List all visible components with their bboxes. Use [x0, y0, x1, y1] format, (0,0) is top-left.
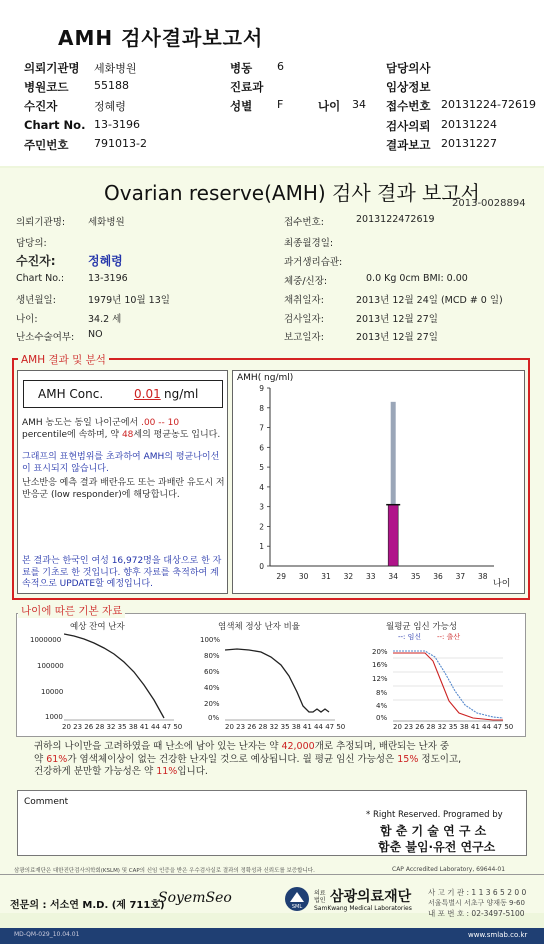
accession-value: 20131224-72619 — [441, 98, 536, 111]
basic-section-label: 나이에 따른 기본 자료 — [18, 603, 125, 618]
clinical-info-label: 임상정보 — [386, 80, 431, 94]
cap-text: CAP Accredited Laboratory, 69644-01 — [392, 866, 506, 873]
summary-part: 건강하게 분만할 가능성은 약 — [34, 766, 154, 777]
x-tick-label: 33 — [366, 572, 376, 581]
recv-no-value: 2013122472619 — [356, 214, 435, 225]
y-tick-label: 3 — [259, 502, 264, 512]
y-tick-label: 1 — [259, 542, 264, 552]
chart-ylabel: AMH( ng/ml) — [237, 373, 294, 383]
chart-no-label: Chart No. — [24, 118, 86, 132]
footer-bar — [0, 928, 544, 944]
g1-ytick: 1000000 — [30, 636, 62, 644]
foundation-name: 삼광의료재단 — [330, 889, 412, 905]
age-label: 나이 — [318, 99, 341, 113]
lmp-label: 최종월경일: — [284, 238, 334, 249]
x-tick-label: 29 — [276, 572, 286, 581]
doctor-label: 담당의사 — [386, 61, 431, 75]
hospital-code-value: 55188 — [94, 79, 129, 92]
foundation-prefix: 의료법인 — [314, 890, 326, 904]
req-org-label: 의뢰기관명: — [16, 217, 66, 228]
svg-text:SML: SML — [291, 904, 303, 910]
y-tick-label: 9 — [259, 384, 264, 393]
accession-label: 접수번호 — [386, 99, 431, 113]
birthdate-label: 생년월일: — [16, 295, 56, 306]
y-tick-label: 8 — [259, 403, 264, 413]
chartno-value: 13-3196 — [88, 273, 128, 284]
age-value: 34 — [352, 98, 366, 111]
ward-value: 6 — [277, 60, 284, 73]
doctor-signature-line: 전문의 : 서소연 M.D. (제 711호) — [10, 900, 165, 911]
report-date-label: 결과보고 — [386, 138, 431, 152]
request-date-label: 검사의뢰 — [386, 119, 431, 133]
form-code: MD-QM-029_10.04.01 — [14, 931, 80, 938]
contact-3: 내 포 번 호 : 02-3497-5100 — [428, 909, 525, 918]
footer-divider — [0, 874, 544, 875]
surgery-value: NO — [88, 329, 103, 340]
basic-summary — [34, 741, 524, 779]
g3-ytick: 20% — [372, 648, 388, 656]
g2-ytick: 80% — [204, 652, 220, 660]
request-date-value: 20131224 — [441, 118, 497, 131]
g2-ytick: 100% — [200, 636, 221, 644]
y-tick-label: 5 — [259, 463, 264, 473]
x-tick-label: 30 — [298, 572, 309, 581]
amh-bar — [388, 505, 398, 566]
collection-date-value: 2013년 12월 24일 (MCD # 0 일) — [356, 295, 503, 306]
website: www.smlab.co.kr — [468, 931, 528, 939]
summary-part: 입니다. — [177, 766, 208, 777]
summary-part: 약 — [34, 753, 44, 765]
comment-label: Comment — [24, 797, 69, 807]
g3-ytick: 4% — [376, 702, 388, 710]
chart-xlabel: 나이 — [493, 579, 511, 589]
g3-xticks: 20 23 26 28 32 35 38 41 44 47 50 — [393, 723, 514, 731]
report-number: 2013-0028894 — [452, 198, 526, 209]
g1-ytick: 10000 — [41, 688, 64, 696]
id-number-label: 주민번호 — [24, 138, 69, 152]
birth-rate: 11% — [156, 766, 178, 777]
menstrual-history-label: 과거생리습관: — [284, 257, 343, 268]
recv-no-label: 접수번호: — [284, 217, 324, 228]
amh-conc-box — [23, 380, 223, 408]
page-title: AMH 검사결과보고서 — [58, 26, 264, 50]
g3-ytick: 16% — [372, 661, 388, 669]
g3-curves — [393, 645, 503, 723]
normal-egg-rate: 61% — [46, 753, 68, 765]
amh-section-label: AMH 결과 및 분석 — [18, 352, 109, 367]
foundation-logo-icon — [284, 886, 310, 912]
desc-part: AMH 농도는 동일 나이군에서 — [22, 418, 139, 428]
remaining-eggs: 42,000 — [281, 741, 315, 752]
g3-legend-pregnancy: --: 임신 — [398, 633, 422, 641]
age2-value: 34.2 세 — [88, 314, 122, 325]
y-tick-label: 2 — [259, 522, 264, 532]
g2-curve — [225, 632, 335, 722]
hospital-name-label: 의뢰기관명 — [24, 61, 80, 75]
g2-xticks: 20 23 26 28 32 35 38 41 44 47 50 — [225, 723, 346, 731]
contact-1: 사 고 기 관 : 1 1 3 6 5 2 0 0 — [428, 888, 527, 897]
chart-no-value: 13-3196 — [94, 118, 140, 131]
g3-ytick: 0% — [376, 714, 388, 722]
summary-part: 정도이고, — [421, 753, 462, 765]
signature: SoyemSeo — [158, 890, 232, 906]
amh-percentile-text — [22, 418, 226, 441]
desc-part: percentile에 속하며, 약 — [22, 429, 120, 440]
g2-title: 염색체 정상 난자 비율 — [218, 622, 301, 632]
g1-title: 예상 잔여 난자 — [70, 622, 125, 632]
percentile-range: .00 -- 10 — [141, 418, 180, 428]
g1-ytick: 100000 — [37, 662, 64, 670]
y-tick-label: 6 — [259, 443, 264, 453]
equivalent-age: 48 — [121, 429, 134, 440]
contact-2: 서울특별시 서초구 양재동 9-60 — [428, 899, 525, 907]
chartno-label: Chart No.: — [16, 273, 65, 284]
amh-conc-unit: ng/ml — [164, 387, 199, 401]
collection-date-label: 채취일자: — [284, 295, 324, 306]
age2-label: 나이: — [16, 314, 38, 325]
birthdate-value: 1979년 10월 13일 — [88, 295, 170, 306]
amh-bar — [391, 402, 396, 505]
rights-text: * Right Reserved. Programed by — [366, 810, 503, 820]
amh-conc-value: 0.01 — [134, 387, 161, 401]
x-tick-label: 34 — [388, 572, 398, 581]
g1-ytick: 1000 — [45, 713, 63, 721]
x-tick-label: 31 — [321, 572, 331, 581]
weight-height-label: 체중/신장: — [284, 276, 328, 287]
amh-range-note: 그래프의 표현범위를 초과하여 AMH의 평균나이선이 표시되지 않습니다. — [22, 452, 220, 474]
g3-title: 월평균 임신 가능성 — [386, 622, 458, 632]
x-tick-label: 37 — [455, 572, 466, 581]
x-tick-label: 36 — [433, 572, 443, 581]
g2-ytick: 60% — [204, 668, 220, 676]
org-name-1: 함 춘 기 술 연 구 소 — [380, 824, 487, 838]
patient-value: 정혜령 — [94, 100, 126, 113]
patient-name-value: 정혜령 — [88, 254, 123, 268]
y-tick-label: 7 — [259, 423, 264, 433]
sex-label: 성별 — [230, 99, 253, 113]
x-tick-label: 35 — [410, 572, 421, 581]
ward-label: 병동 — [230, 61, 253, 75]
g2-ytick: 40% — [204, 684, 220, 692]
weight-height-value: 0.0 Kg 0cm BMI: 0.00 — [366, 273, 468, 284]
sex-value: F — [277, 98, 284, 111]
report-title: Ovarian reserve(AMH) 검사 결과 보고서 — [104, 181, 480, 205]
org-name-2: 함춘 불임·유전 연구소 — [378, 840, 496, 854]
desc-part: 입니다. — [191, 429, 221, 440]
g2-ytick: 20% — [204, 700, 220, 708]
amh-conc-label: AMH Conc. — [38, 387, 104, 401]
patient-label: 수진자 — [24, 99, 58, 113]
g3-ytick: 12% — [372, 675, 388, 683]
summary-part: 귀하의 나이만을 고려하였을 때 난소에 남아 있는 난자는 약 — [34, 741, 279, 752]
test-date-label: 검사일자: — [284, 314, 324, 325]
amh-bar-chart — [232, 380, 525, 588]
x-tick-label: 38 — [478, 572, 488, 581]
foundation-name-en: SamKwang Medical Laboratories — [314, 905, 412, 912]
cert-text: 삼광의료재단은 대한진단검사의학회(KSLM) 및 CAP의 신임 인증을 받은 우수검사실로 결과의 정확성과 신뢰도를 보증합니다. — [14, 868, 315, 874]
g2-ytick: 0% — [208, 714, 220, 722]
req-org-value: 세화병원 — [88, 217, 125, 228]
g3-legend-birth: --: 출산 — [437, 633, 461, 641]
hospital-code-label: 병원코드 — [24, 80, 69, 94]
amh-data-note: 본 결과는 한국인 여성 16,972명을 대상으로 한 자료를 기초로 한 것입니다. 향후 자료를 축적하여 계속적으로 UPDATE할 예정입니다. — [22, 556, 222, 589]
physician-label: 담당의: — [16, 238, 47, 249]
g1-xticks: 20 23 26 28 32 35 38 41 44 47 50 — [62, 723, 183, 731]
x-tick-label: 32 — [343, 572, 354, 581]
surgery-label: 난소수술여부: — [16, 332, 75, 343]
y-tick-label: 4 — [259, 482, 264, 492]
g3-ytick: 8% — [376, 689, 388, 697]
report-date-value: 20131227 — [441, 137, 497, 150]
amh-response-text: 난소반응 예측 결과 배란유도 또는 과배란 유도시 저반응군 (low responder)에 해당합니다. — [22, 478, 225, 500]
g1-curve — [64, 632, 174, 722]
test-date-value: 2013년 12월 27일 — [356, 314, 438, 325]
report-date2-value: 2013년 12월 27일 — [356, 332, 438, 343]
patient-name-label: 수진자: — [16, 254, 56, 268]
summary-part: 가 염색체이상이 없는 건강한 난자일 것으로 예상됩니다. 월 평균 임신 가능성은 — [67, 753, 395, 765]
id-number-value: 791013-2 — [94, 137, 147, 150]
pregnancy-rate: 15% — [397, 753, 419, 765]
hospital-name-value: 세화병원 — [94, 62, 137, 75]
desc-part: 세의 평균농도 — [133, 429, 189, 440]
report-date2-label: 보고일자: — [284, 332, 324, 343]
department-label: 진료과 — [230, 80, 264, 94]
y-tick-label: 0 — [259, 562, 264, 571]
summary-part: 개로 추정되며, 배란되는 난자 중 — [314, 741, 450, 752]
